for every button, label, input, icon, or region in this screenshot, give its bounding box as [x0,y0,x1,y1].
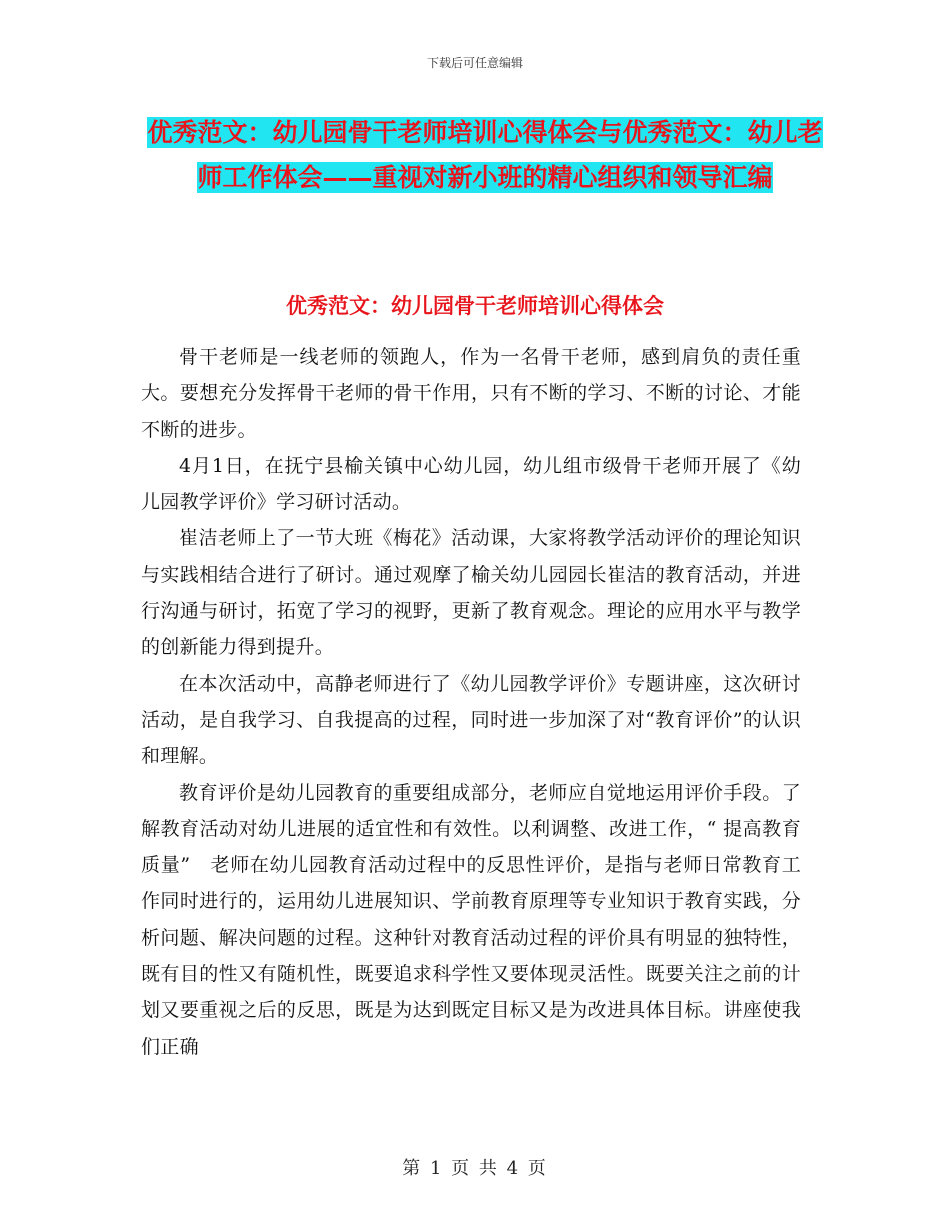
paragraph: 在本次活动中，高静老师进行了《幼儿园教学评价》专题讲座，这次研讨活动，是自我学习、自我提高的过程，同时进一步加深了对“教育评价”的认识和理解。 [141,672,801,768]
section-title: 优秀范文：幼儿园骨干老师培训心得体会 [286,293,664,318]
document-title [140,110,830,200]
document-title-highlight: 优秀范文：幼儿园骨干老师培训心得体会与优秀范文：幼儿老师工作体会——重视对新小班的精心组织和领导汇编 [147,118,823,192]
body-text [141,339,801,1065]
paragraph: 骨干老师是一线老师的领跑人，作为一名骨干老师，感到肩负的责任重大。要想充分发挥骨干老师的骨干作用，只有不断的学习、不断的讨论、才能不断的进步。 [141,346,801,441]
paragraph: 崔洁老师上了一节大班《梅花》活动课，大家将教学活动评价的理论知识与实践相结合进行了研讨。通过观摩了榆关幼儿园园长崔洁的教育活动，并进行沟通与研讨，拓宽了学习的视野，更新了教育观念。理论的应用水平与教学的创新能力得到提升。 [141,527,801,659]
paragraph: 教育评价是幼儿园教育的重要组成部分，老师应自觉地运用评价手段。了解教育活动对幼儿进展的适宜性和有效性。以利调整、改进工作，“ 提高教育质量” 老师在幼儿园教育活动过程中的反思性评价，是指与老师日常教育工作同时进行的，运用幼儿进展知识、学前教育原理等专业知识于教育实践，分析问题、解决问题的过程。这种针对教育活动过程的评价具有明显的独特性，既有目的性又有随机性，既要追求科学性又要体现灵活性。既要关注之前的计划又要重视之后的反思，既是为达到既定目标又是为改进具体目标。讲座使我们正确 [141,781,801,1058]
page-header-note: 下载后可任意编辑 [426,56,523,70]
page-number-footer: 第 1 页 共 4 页 [402,1158,548,1179]
paragraph: 4月1日，在抚宁县榆关镇中心幼儿园，幼儿组市级骨干老师开展了《幼儿园教学评价》学习研讨活动。 [141,454,801,514]
